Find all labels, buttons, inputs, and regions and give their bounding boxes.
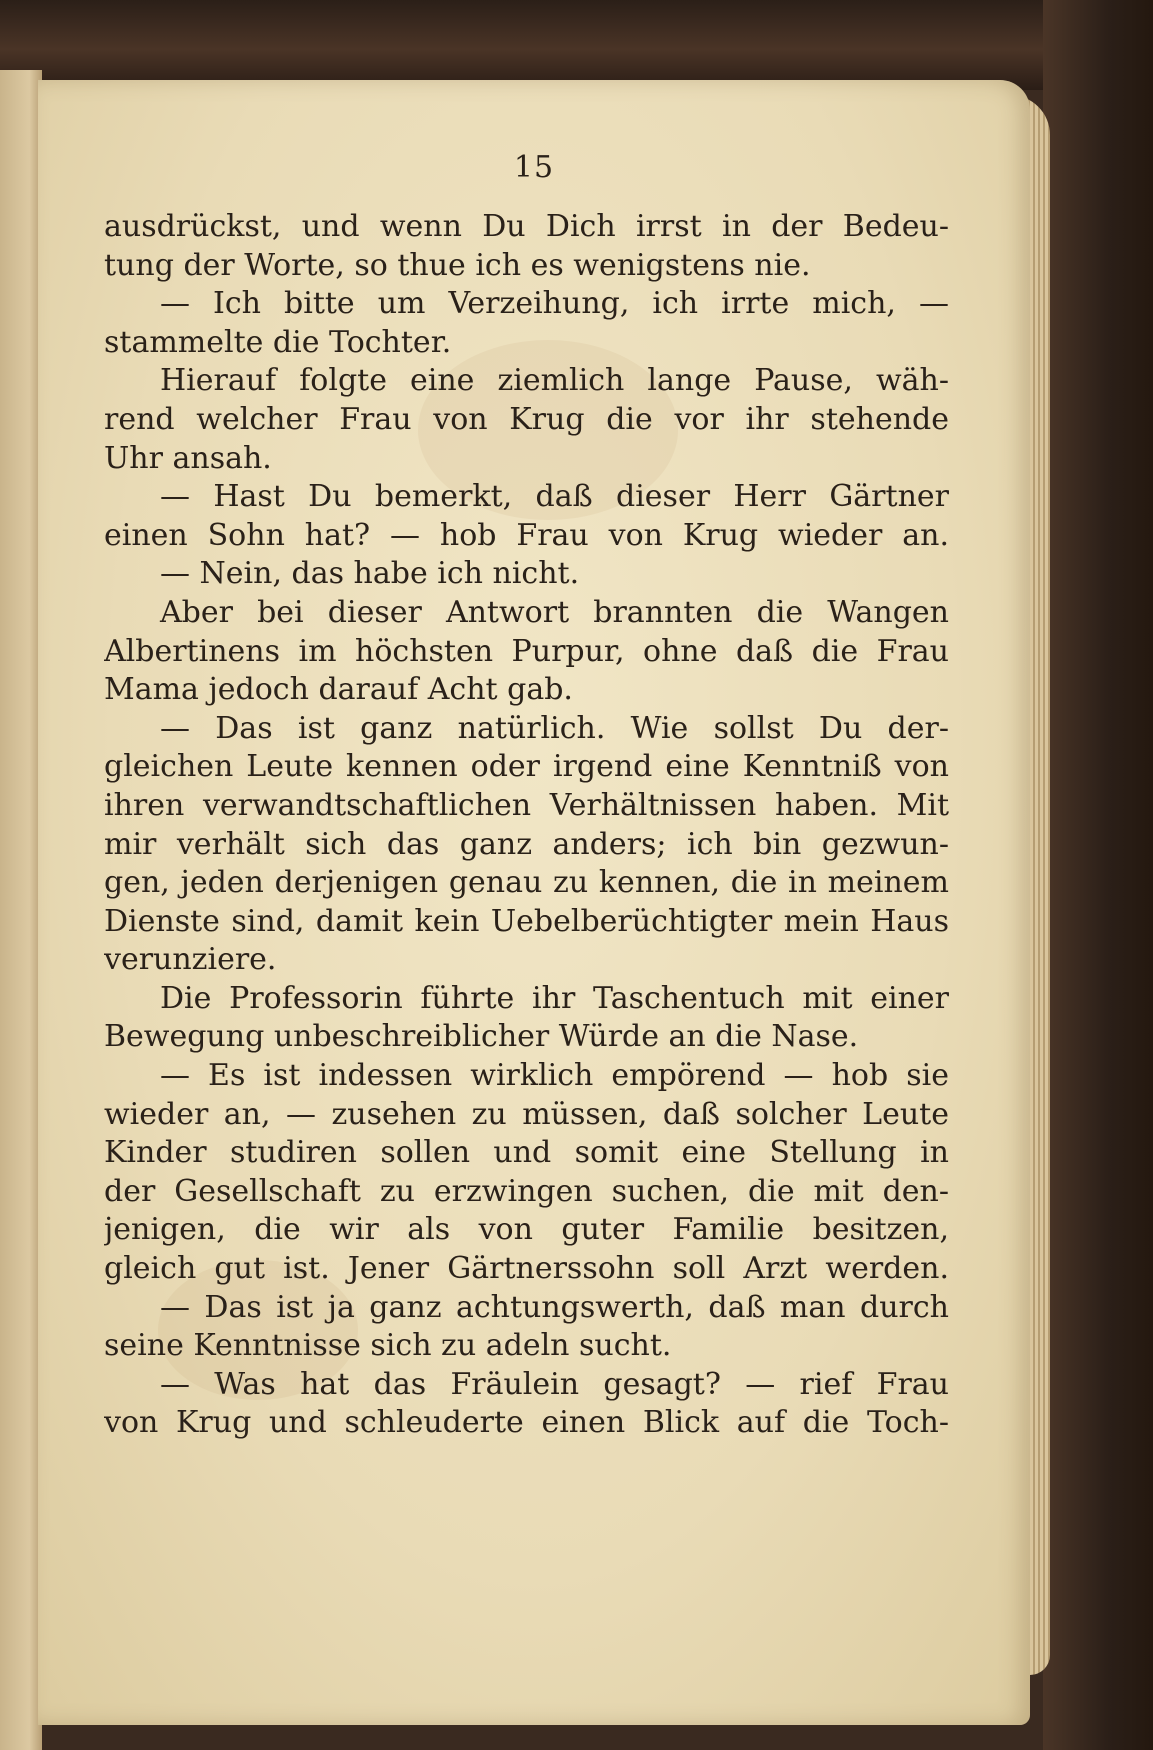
text-line: Bewegung unbeschreiblicher Würde an die Nase. <box>104 1019 859 1055</box>
text-line: Kinder studiren sollen und somit eine Stellung in <box>104 1135 949 1171</box>
text-line: gleichen Leute kennen oder irgend eine Kenntniß von <box>104 749 949 785</box>
facing-page-edge <box>0 70 42 1750</box>
text-line: jenigen, die wir als von guter Familie besitzen, <box>104 1212 949 1248</box>
text-line: tung der Worte, so thue ich es wenigstens nie. <box>104 247 811 283</box>
text-line: gen, jeden derjenigen genau zu kennen, die in meinem <box>104 865 949 901</box>
text-line: ihren verwandtschaftlichen Verhältnissen haben. Mit <box>104 787 949 823</box>
text-line: ausdrückst, und wenn Du Dich irrst in der Bedeu- <box>104 209 949 244</box>
book-cover-top-edge <box>0 0 1153 90</box>
page-text <box>104 208 949 1443</box>
page-number: 15 <box>513 150 555 185</box>
text-line: verunziere. <box>104 942 277 978</box>
text-line: einen Sohn hat? — hob Frau von Krug wieder an. <box>104 517 949 553</box>
text-line: wieder an, — zusehen zu müssen, daß solcher Leute <box>104 1096 949 1132</box>
text-line: rend welcher Frau von Krug die vor ihr stehende <box>104 401 949 437</box>
text-line: Aber bei dieser Antwort brannten die Wangen <box>160 594 949 630</box>
text-line: stammelte die Tochter. <box>104 324 452 360</box>
text-line: — Das ist ganz natürlich. Wie sollst Du der- <box>160 710 949 746</box>
text-line: der Gesellschaft zu erzwingen suchen, die mit den- <box>104 1173 949 1209</box>
text-line: Hierauf folgte eine ziemlich lange Pause, wäh- <box>160 363 949 399</box>
text-line: Die Professorin führte ihr Taschentuch mit einer <box>160 980 949 1016</box>
text-line: Dienste sind, damit kein Uebelberüchtigter mein Haus <box>104 903 949 939</box>
text-line: — Ich bitte um Verzeihung, ich irrte mich, — <box>160 286 949 322</box>
text-line: — Nein, das habe ich nicht. <box>160 556 580 592</box>
text-line: Mama jedoch darauf Acht gab. <box>104 672 573 708</box>
text-line: — Hast Du bemerkt, daß dieser Herr Gärtner <box>160 479 949 515</box>
book-cover-right-edge <box>1043 0 1153 1750</box>
text-line: — Es ist indessen wirklich empörend — hob sie <box>160 1058 949 1094</box>
text-line: seine Kenntnisse sich zu adeln sucht. <box>104 1328 672 1364</box>
text-line: — Das ist ja ganz achtungswerth, daß man durch <box>160 1289 949 1325</box>
text-line: Uhr ansah. <box>104 440 272 476</box>
text-line: mir verhält sich das ganz anders; ich bin gezwun- <box>104 826 949 862</box>
text-line: gleich gut ist. Jener Gärtnerssohn soll Arzt werden. <box>104 1251 949 1287</box>
text-line: von Krug und schleuderte einen Blick auf die Toch- <box>104 1405 949 1441</box>
book-page <box>38 80 1030 1725</box>
text-line: — Was hat das Fräulein gesagt? — rief Frau <box>160 1366 949 1402</box>
text-line: Albertinens im höchsten Purpur, ohne daß die Frau <box>104 633 949 669</box>
